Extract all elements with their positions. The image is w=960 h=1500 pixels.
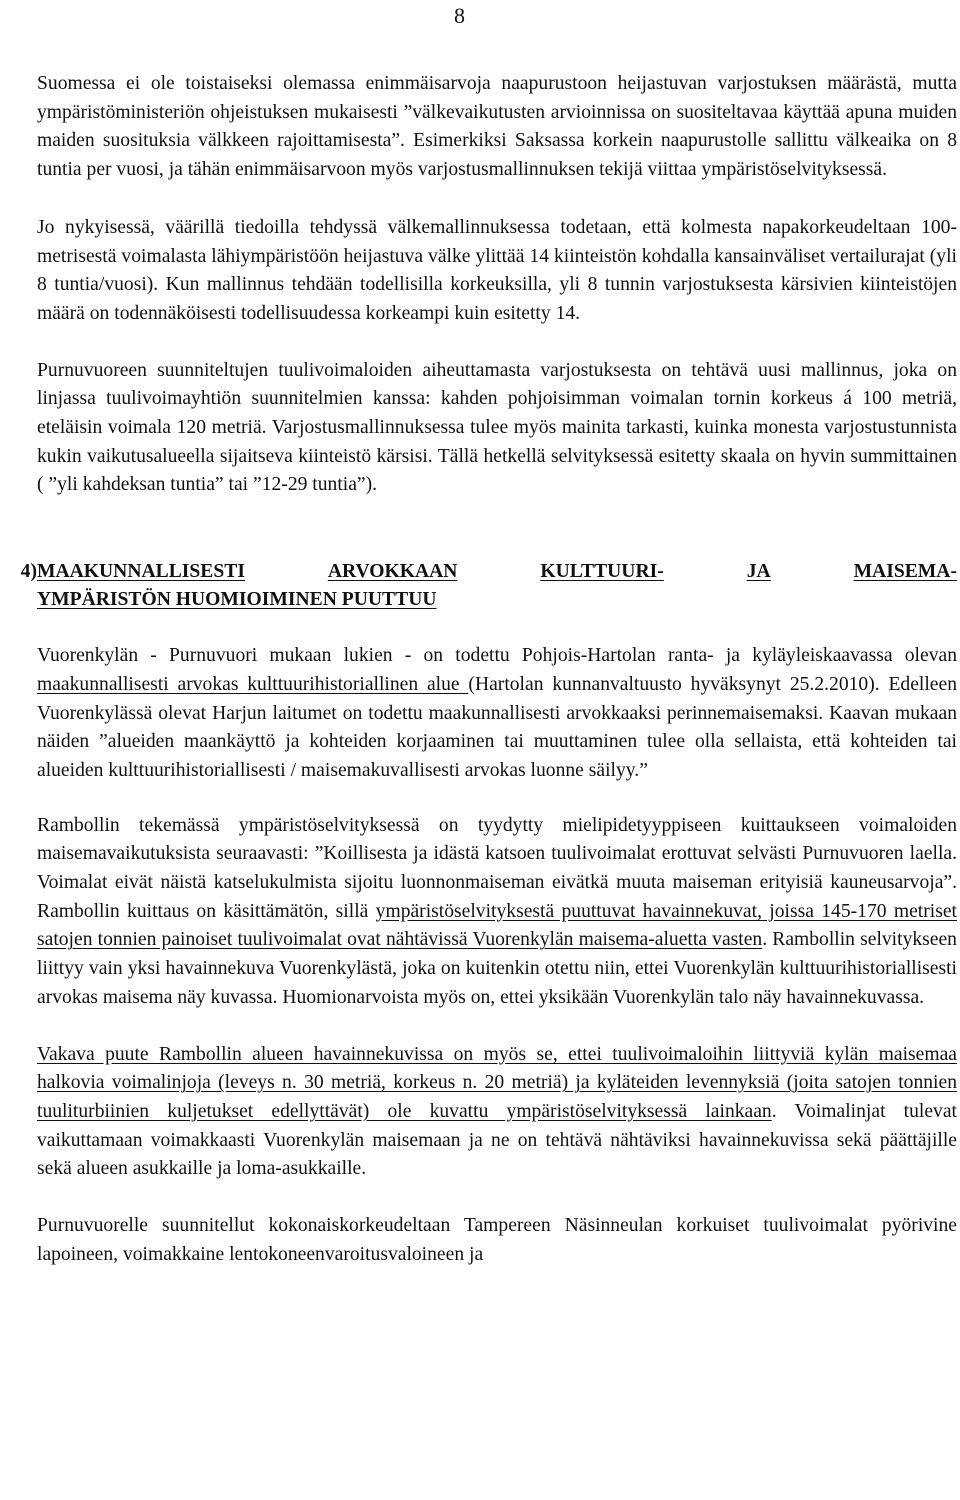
underlined-text: ympäristöselvityksestä puuttuvat havainnekuvat, joissa 145-170 metriset satojen tonnien painoiset tuulivoimalat ovat nähtävissä Vuorenkylän maisema-aluetta vasten (37, 900, 957, 951)
text-run: Vuorenkylän - Purnuvuori mukaan lukien - on todettu Pohjois-Hartolan ranta- ja kyläyleiskaavassa olevan (37, 645, 957, 667)
document-body (20, 70, 957, 1270)
section-title-line1 (37, 558, 957, 586)
paragraph-cultural-area (37, 642, 957, 786)
paragraph-new-modeling (37, 357, 957, 501)
section-heading (20, 558, 957, 614)
section-title-word: MAAKUNNALLISESTI (37, 561, 245, 583)
underlined-text: Vakava puute Rambollin alueen havainnekuvissa on myös se, ettei tuulivoimaloihin liittyviä kylän maisemaa halkovia voimalinjoja (leveys n. 30 metriä, korkeus n. 20 metriä) ja kyläteiden levennyksiä (joita satojen tonnien tuuliturbiinien kuljetukset edellyttävät) ole kuvattu ympäristöselvityksessä lainkaan (37, 1043, 957, 1122)
section-title-line2: YMPÄRISTÖN HUOMIOIMINEN PUUTTUU (37, 589, 437, 611)
text-run: Purnuvuorelle suunnitellut kokonaiskorkeudeltaan Tampereen Näsinneulan korkuiset tuulivoimalat pyörivine lapoineen, voimakkaine lentokoneenvaroitusvaloineen ja (37, 1215, 957, 1265)
text-run: Jo nykyisessä, väärillä tiedoilla tehdyssä välkemallinnuksessa todetaan, että kolmesta napakorkeudeltaan 100-metrisestä voimalasta lähiympäristöön heijastuva välke ylittää 14 kiinteistön kohdalla kansainväliset vertailurajat (yli 8 tuntia/vuosi). Kun mallinnus tehdään todellisilla korkeuksilla, yli 8 tunnin varjostuksesta kärsivien kiinteistöjen määrä on todennäköisesti todellisuudessa korkeampi kuin esitetty 14. (37, 216, 957, 324)
paragraph-ramboll-landscape (37, 812, 957, 1013)
text-run: Suomessa ei ole toistaiseksi olemassa enimmäisarvoja naapurustoon heijastuvan varjostuksen määrästä, mutta ympäristöministeriön ohjeistuksen mukaisesti ”välkevaikutusten arvioinnissa on suositeltavaa käyttää apuna muiden maiden suosituksia välkkeen rajoittamisesta”. Esimerkiksi Saksassa korkein naapurustolle sallittu välkeaika on 8 tuntia per vuosi, ja tähän enimmäisarvoon myös varjostusmallinnuksen tekijä viittaa ympäristöselvityksessä. (37, 73, 957, 181)
paragraph-shadow-limits (37, 70, 957, 185)
section-number: 4) (20, 561, 37, 583)
text-run: Purnuvuoreen suunniteltujen tuulivoimaloiden aiheuttamasta varjostuksesta on tehtävä uusi mallinnus, joka on linjassa tuulivoimayhtiön suunnitelmien kanssa: kahden pohjoisimman voimalan tornin korkeus á 100 metriä, eteläisin voimala 120 metriä. Varjostusmallinnuksessa tulee myös mainita tarkasti, kuinka monesta varjostustunnista kukin vaikutusalueella sijaitseva kiinteistö kärsisi. Tällä hetkellä selvityksessä esitetty skaala on hyvin summittainen ( ”yli kahdeksan tuntia” tai ”12-29 tuntia”). (37, 359, 957, 496)
section-title-word: JA (746, 561, 771, 583)
paragraph-turbines-height (37, 1212, 957, 1269)
section-title-word: ARVOKKAAN (327, 561, 458, 583)
underlined-text: maakunnallisesti arvokas kulttuurihistoriallinen alue (37, 673, 469, 695)
page-number: 8 (454, 3, 465, 28)
text-run: . Rambollin selvitykseen liittyy vain yksi havainnekuva Vuorenkylästä, joka on kuitenkin otettu niin, ettei Vuorenkylän kulttuurihistoriallisesti arvokas maisema näy kuvassa. Huomionarvoista myös on, ettei yksikään Vuorenkylän talo näy havainnekuvassa. (37, 929, 957, 1008)
text-run: (Hartolan kunnanvaltuusto hyväksynyt 25.2.2010). Edelleen Vuorenkylässä olevat Harjun laitumet on todettu maakunnallisesti arvokkaaksi perinnemaisemaksi. Kaavan mukaan näiden ”alueiden maankäyttö ja kohteiden korjaaminen tai muuttaminen tulee olla sellaista, että kohteiden tai alueiden kulttuurihistoriallisesti / maisemakuvallisesti arvokas luonne säilyy.” (37, 673, 957, 781)
text-run: . Voimalinjat tulevat vaikuttamaan voimakkaasti Vuorenkylän maisemaan ja ne on tehtävä nähtäviksi havainnekuvissa sekä päättäjille sekä alueen asukkaille ja loma-asukkaille. (37, 1100, 957, 1180)
paragraph-power-lines (37, 1041, 957, 1185)
section-title-word: KULTTUURI- (540, 561, 664, 583)
paragraph-flicker-modeling (37, 214, 957, 329)
section-title-word: MAISEMA- (853, 561, 957, 583)
text-run: Rambollin tekemässä ympäristöselvityksessä on tyydytty mielipidetyyppiseen kuittaukseen voimaloiden maisemavaikutuksista seuraavasti: ”Koillisesta ja idästä katsoen tuulivoimalat erottuvat selvästi Purnuvuoren laella. Voimalat eivät näistä katselukulmista sijoitu luonnonmaiseman eivätkä muuta maiseman erityisiä kauneusarvoja”. Rambollin kuittaus on käsittämätön, sillä (37, 814, 957, 922)
